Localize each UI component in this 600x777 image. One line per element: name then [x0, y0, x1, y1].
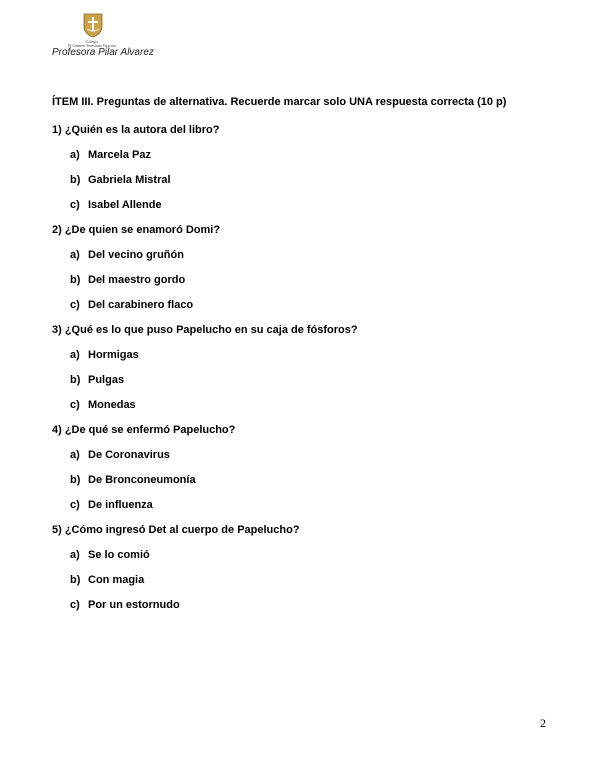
option-item[interactable] — [52, 298, 552, 312]
school-crest-icon — [82, 12, 104, 38]
option-letter: b) — [70, 374, 81, 386]
section-title: ÍTEM III. Preguntas de alternativa. Recuerde marcar solo UNA respuesta correcta (10 p) — [52, 96, 507, 108]
options-list — [52, 348, 552, 412]
options-list — [52, 548, 552, 612]
question-text: 3) ¿Qué es lo que puso Papelucho en su caja de fósforos? — [52, 324, 358, 336]
option-text: De Bronconeumonía — [88, 474, 196, 486]
option-item[interactable] — [52, 573, 552, 587]
question-block — [52, 123, 552, 212]
option-item[interactable] — [52, 198, 552, 212]
option-text: Del carabinero flaco — [88, 299, 194, 311]
option-letter: b) — [70, 174, 81, 186]
option-text: Gabriela Mistral — [88, 174, 171, 186]
option-text: De Coronavirus — [88, 449, 170, 461]
school-name-line-1: Colegio — [85, 39, 99, 44]
option-letter: a) — [70, 349, 80, 361]
option-item[interactable] — [52, 148, 552, 162]
question-text: 1) ¿Quién es la autora del libro? — [52, 124, 220, 136]
school-name-line-2: El Carmen Teresiano Vitacura — [67, 43, 117, 48]
page-number: 2 — [540, 716, 546, 730]
option-text: Monedas — [88, 399, 136, 411]
options-list — [52, 448, 552, 512]
question-block — [52, 523, 552, 612]
option-item[interactable] — [52, 348, 552, 362]
question-block — [52, 323, 552, 412]
question-block — [52, 223, 552, 312]
option-item[interactable] — [52, 248, 552, 262]
option-letter: b) — [70, 274, 81, 286]
option-letter: b) — [70, 574, 81, 586]
question-text: 4) ¿De qué se enfermó Papelucho? — [52, 424, 236, 436]
option-text: Hormigas — [88, 349, 139, 361]
option-item[interactable] — [52, 273, 552, 287]
question-block — [52, 423, 552, 512]
teacher-name: Profesora Pilar Alvarez — [52, 47, 154, 58]
option-text: Isabel Allende — [88, 199, 162, 211]
option-letter: a) — [70, 149, 80, 161]
option-letter: c) — [70, 399, 80, 411]
option-letter: c) — [70, 499, 80, 511]
option-letter: a) — [70, 549, 80, 561]
option-text: Por un estornudo — [88, 599, 180, 611]
option-text: De influenza — [88, 499, 153, 511]
option-text: Se lo comió — [88, 549, 150, 561]
option-letter: c) — [70, 599, 80, 611]
option-item[interactable] — [52, 548, 552, 562]
option-text: Del maestro gordo — [88, 274, 186, 286]
option-item[interactable] — [52, 398, 552, 412]
option-item[interactable] — [52, 473, 552, 487]
option-letter: c) — [70, 299, 80, 311]
option-letter: a) — [70, 249, 80, 261]
option-item[interactable] — [52, 448, 552, 462]
option-letter: b) — [70, 474, 81, 486]
question-text: 2) ¿De quien se enamoró Domi? — [52, 224, 221, 236]
option-item[interactable] — [52, 498, 552, 512]
options-list — [52, 248, 552, 312]
option-item[interactable] — [52, 598, 552, 612]
question-text: 5) ¿Cómo ingresó Det al cuerpo de Papelucho? — [52, 524, 300, 536]
option-item[interactable] — [52, 373, 552, 387]
option-text: Del vecino gruñón — [88, 249, 184, 261]
option-text: Pulgas — [88, 374, 125, 386]
options-list — [52, 148, 552, 212]
option-letter: c) — [70, 199, 80, 211]
quiz-content — [52, 95, 552, 623]
option-item[interactable] — [52, 173, 552, 187]
option-text: Marcela Paz — [88, 149, 151, 161]
option-letter: a) — [70, 449, 80, 461]
option-text: Con magia — [88, 574, 145, 586]
